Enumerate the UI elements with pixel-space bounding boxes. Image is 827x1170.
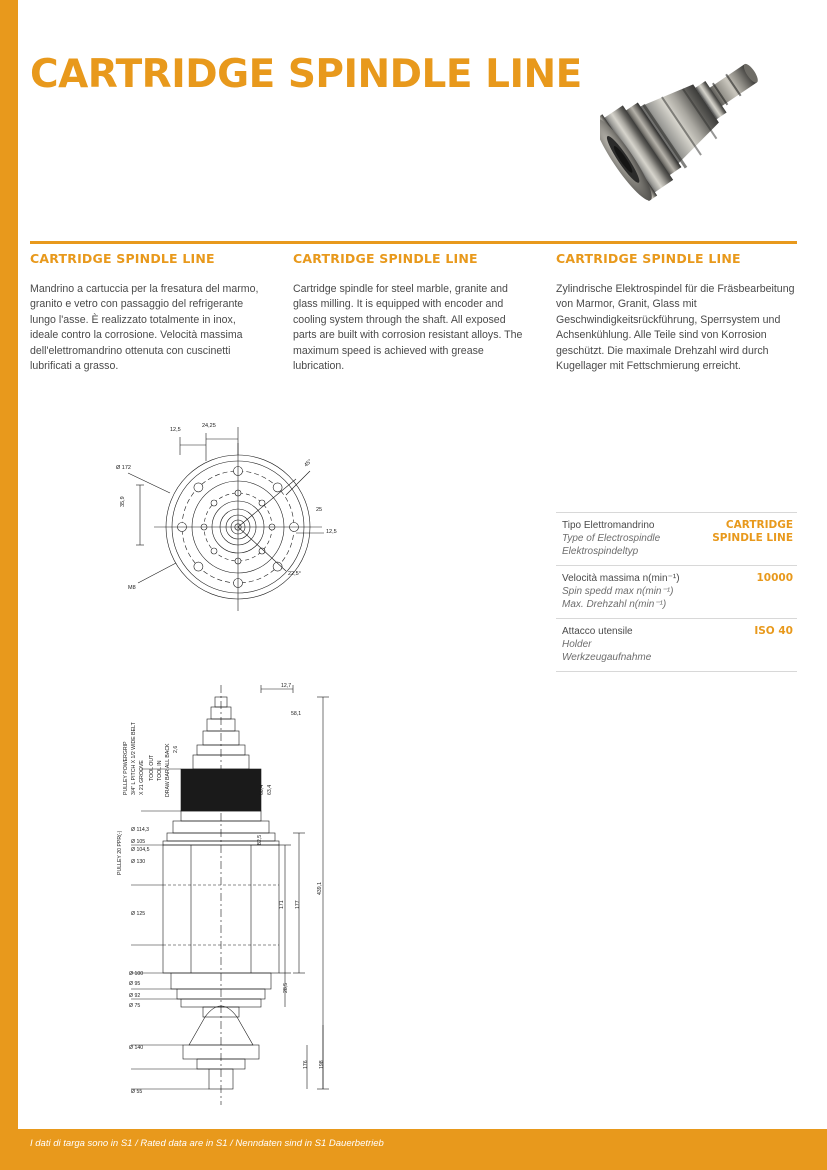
svg-text:Ø 104,5: Ø 104,5 xyxy=(131,847,150,853)
svg-text:Ø 140: Ø 140 xyxy=(129,1045,144,1051)
spec-label-en: Type of Electrospindle xyxy=(562,533,661,544)
spec-label-it: Attacco utensile xyxy=(562,626,633,637)
column-heading: CARTRIDGE SPINDLE LINE xyxy=(556,251,741,266)
svg-text:Ø 95: Ø 95 xyxy=(129,981,141,987)
header-divider xyxy=(30,241,797,244)
column-body: Mandrino a cartuccia per la fresatura del marmo, granito e vetro con passaggio del refrigerante lungo l'asse. È realizzato totalmente in inox, ideale contro la corrosione. Velocità massima dell'elettromandrino ottenuta con cuscinetti lubrificati a grasso. xyxy=(30,283,259,373)
svg-text:439,1: 439,1 xyxy=(317,882,323,895)
spec-row-max-speed xyxy=(556,566,797,619)
spec-value: ISO 40 xyxy=(754,625,793,637)
footer-note: I dati di targa sono in S1 / Rated data are in S1 / Nenndaten sind in S1 Dauerbetrieb xyxy=(30,1138,384,1149)
spec-label-it: Velocità massima n(min⁻¹) xyxy=(562,573,680,584)
svg-text:12,7: 12,7 xyxy=(281,683,292,689)
svg-text:171: 171 xyxy=(279,900,285,909)
column-heading: CARTRIDGE SPINDLE LINE xyxy=(293,251,478,266)
spec-label-de: Elektrospindeltyp xyxy=(562,546,639,557)
svg-text:Ø 125: Ø 125 xyxy=(131,911,146,917)
spec-value: 10000 xyxy=(756,572,793,584)
spec-label-de: Werkzeugaufnahme xyxy=(562,652,652,663)
svg-text:Ø 114,3: Ø 114,3 xyxy=(131,827,150,833)
specification-table xyxy=(556,512,797,672)
side-view-svg xyxy=(85,645,385,1135)
svg-text:28,5: 28,5 xyxy=(283,982,289,993)
svg-text:12,5: 12,5 xyxy=(326,529,337,535)
svg-text:35,9: 35,9 xyxy=(120,496,126,507)
svg-text:Ø 92: Ø 92 xyxy=(129,993,141,999)
svg-text:177: 177 xyxy=(295,900,301,909)
spec-label-it: Tipo Elettromandrino xyxy=(562,520,655,531)
left-accent-stripe xyxy=(0,0,18,1170)
spec-value: CARTRIDGE SPINDLE LINE xyxy=(712,519,793,544)
svg-text:M8: M8 xyxy=(128,585,136,591)
spindle-photo-svg xyxy=(600,2,805,230)
description-column-english xyxy=(293,251,525,374)
spec-label-de: Max. Drehzahl n(min⁻¹) xyxy=(562,599,667,610)
technical-drawing-front-view xyxy=(110,415,390,625)
svg-text:25: 25 xyxy=(316,507,323,513)
svg-text:58,1: 58,1 xyxy=(291,711,302,717)
spec-row-tool-holder xyxy=(556,619,797,672)
description-column-german xyxy=(556,251,801,374)
svg-text:Ø 75: Ø 75 xyxy=(129,1003,141,1009)
svg-text:X 21 GROOVE: X 21 GROOVE xyxy=(139,760,145,795)
svg-text:Ø 130: Ø 130 xyxy=(131,859,146,865)
page-title: CARTRIDGE SPINDLE LINE xyxy=(30,52,582,98)
front-view-svg xyxy=(110,415,390,625)
spec-row-type xyxy=(556,512,797,566)
svg-text:TOOL OUT: TOOL OUT xyxy=(149,754,155,781)
product-photo xyxy=(600,2,805,230)
svg-text:Ø 55: Ø 55 xyxy=(131,1089,143,1095)
svg-text:PULLEY 20 PPR(-): PULLEY 20 PPR(-) xyxy=(117,830,123,875)
svg-text:198: 198 xyxy=(319,1060,325,1069)
svg-text:TOOL IN: TOOL IN xyxy=(157,760,163,781)
description-column-italian xyxy=(30,251,262,374)
footer-bar xyxy=(0,1129,827,1170)
svg-text:60,4: 60,4 xyxy=(259,784,265,795)
svg-text:82,5: 82,5 xyxy=(257,834,263,845)
svg-text:2,6: 2,6 xyxy=(173,745,179,753)
svg-text:3/4" L PITCH X 1/2 WIDE BELT: 3/4" L PITCH X 1/2 WIDE BELT xyxy=(131,722,137,795)
technical-drawing-side-view xyxy=(85,645,385,1135)
svg-text:22,5°: 22,5° xyxy=(288,571,301,577)
svg-text:Ø 100: Ø 100 xyxy=(129,971,144,977)
spec-label-en: Holder xyxy=(562,639,592,650)
column-body: Zylindrische Elektrospindel für die Fräsbearbeitung von Marmor, Granit, Glass mit Geschwindigkeitsrückführung, Sperrsystem und Achsenkühlung. Alle Teile sind von Korrosion geschützt. Die maximale Drehzahl wird durch Kugellager mit Fettschmierung erreicht. xyxy=(556,283,795,373)
svg-text:45°: 45° xyxy=(303,458,314,469)
column-body: Cartridge spindle for steel marble, granite and glass milling. It is equipped with encoder and cooling system through the shaft. All exposed parts are built with corrosion resistant alloys. The maximum speed is achieved with grease lubrication. xyxy=(293,283,523,373)
svg-text:Ø 172: Ø 172 xyxy=(116,465,131,471)
column-heading: CARTRIDGE SPINDLE LINE xyxy=(30,251,215,266)
svg-text:DRAW BAR ALL BACK: DRAW BAR ALL BACK xyxy=(165,743,171,797)
svg-text:63,4: 63,4 xyxy=(267,784,273,795)
svg-text:12,5: 12,5 xyxy=(170,427,181,433)
svg-text:24,25: 24,25 xyxy=(202,423,216,429)
spec-label-en: Spin spedd max n(min⁻¹) xyxy=(562,586,674,597)
svg-text:176: 176 xyxy=(303,1060,309,1069)
svg-text:Ø 105: Ø 105 xyxy=(131,839,146,845)
svg-text:PULLEY POWERGRIP: PULLEY POWERGRIP xyxy=(123,741,129,795)
